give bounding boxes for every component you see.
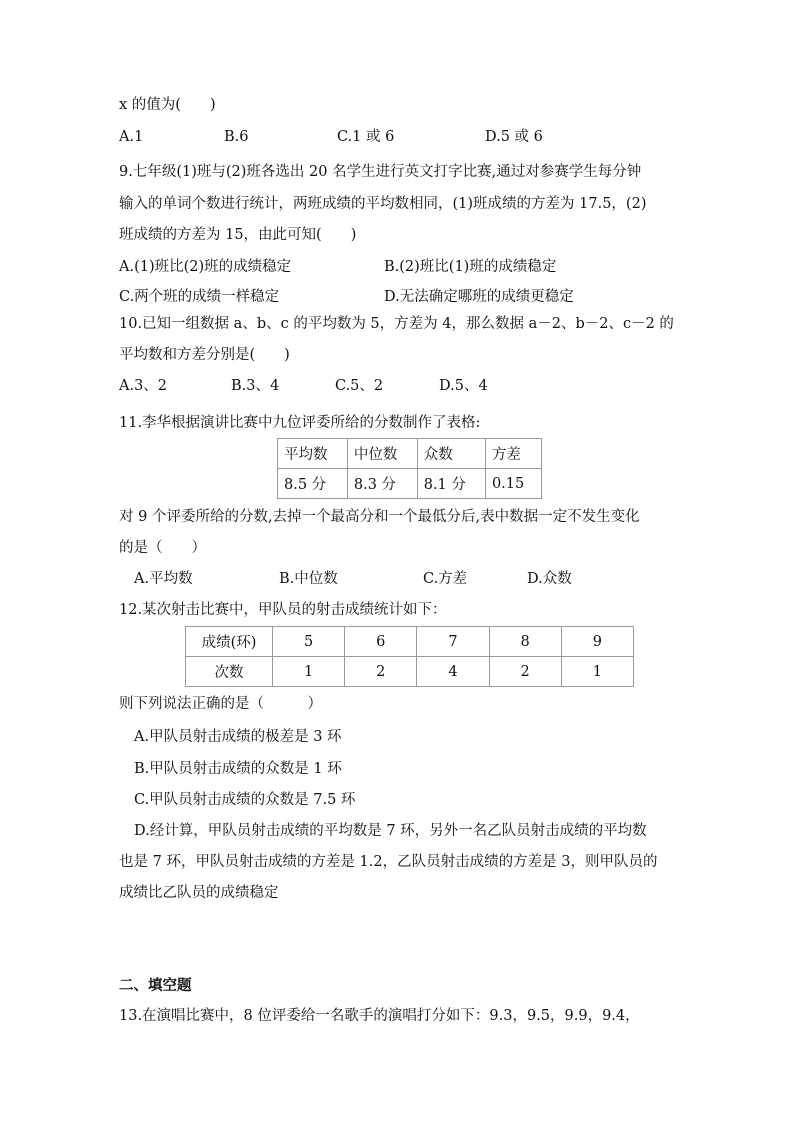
q12-option-d-line-3: 成绩比乙队员的成绩稳定 [119, 885, 279, 901]
q11-stem-line-3: 的是（ ） [119, 540, 206, 556]
table-header-cell: 方差 [485, 439, 541, 469]
q9-stem-line-2: 输入的单词个数进行统计，两班成绩的平均数相同，(1)班成绩的方差为 17.5，(2) [119, 196, 647, 212]
q9-option-c: C.两个班的成绩一样稳定 [119, 289, 280, 305]
q11-option-c: C.方差 [423, 571, 468, 587]
table-cell: 8 [489, 627, 561, 657]
table-cell: 2 [489, 657, 561, 687]
q10-stem-line-1: 10.已知一组数据 a、b、c 的平均数为 5，方差为 4，那么数据 a－2、b－2、c－2 的 [119, 316, 674, 332]
q9-option-d: D.无法确定哪班的成绩更稳定 [384, 289, 574, 305]
q9-option-b: B.(2)班比(1)班的成绩稳定 [384, 259, 557, 275]
table-header-cell: 众数 [417, 439, 485, 469]
q11-stem-line-1: 11.李华根据演讲比赛中九位评委所给的分数制作了表格: [119, 415, 481, 431]
q12-option-d-line-1: D.经计算，甲队员射击成绩的平均数是 7 环，另外一名乙队员射击成绩的平均数 [134, 823, 647, 839]
q11-option-b: B.中位数 [279, 571, 338, 587]
q12-option-d-line-2: 也是 7 环，甲队员射击成绩的方差是 1.2，乙队员射击成绩的方差是 3，则甲队员的 [119, 854, 658, 870]
q13-stem-line-1: 13.在演唱比赛中，8 位评委给一名歌手的演唱打分如下：9.3，9.5，9.9，9.4， [119, 1008, 640, 1024]
table-cell: 7 [417, 627, 489, 657]
q9-stem-line-3: 班成绩的方差为 15，由此可知( ) [119, 227, 357, 243]
q10-option-a: A.3、2 [119, 378, 168, 394]
table-cell: 5 [273, 627, 345, 657]
table-cell: 4 [417, 657, 489, 687]
q10-stem-line-2: 平均数和方差分别是( ) [119, 347, 290, 363]
table-cell: 8.1 分 [417, 469, 485, 499]
q10-option-d: D.5、4 [439, 378, 488, 394]
table-cell: 8.5 分 [278, 469, 348, 499]
q11-option-d: D.众数 [527, 571, 572, 587]
q8-stem-continuation: x 的值为( ) [119, 97, 216, 113]
q8-option-d: D.5 或 6 [485, 129, 543, 145]
q11-stem-line-2: 对 9 个评委所给的分数,去掉一个最高分和一个最低分后,表中数据一定不发生变化 [119, 509, 640, 525]
q9-stem-line-1: 9.七年级(1)班与(2)班各选出 20 名学生进行英文打字比赛,通过对参赛学生每分钟 [119, 164, 642, 180]
table-header-cell: 次数 [186, 657, 273, 687]
table-cell: 0.15 [485, 469, 541, 499]
q12-stem-line-1: 12.某次射击比赛中，甲队员的射击成绩统计如下： [119, 602, 447, 618]
table-cell: 1 [561, 657, 633, 687]
q12-option-c: C.甲队员射击成绩的众数是 7.5 环 [134, 792, 356, 808]
q9-option-a: A.(1)班比(2)班的成绩稳定 [119, 259, 292, 275]
table-cell: 1 [273, 657, 345, 687]
table-header-cell: 成绩(环) [186, 627, 273, 657]
table-cell: 9 [561, 627, 633, 657]
table-cell: 8.3 分 [347, 469, 417, 499]
q12-option-a: A.甲队员射击成绩的极差是 3 环 [134, 729, 342, 745]
table-row [186, 627, 634, 657]
q12-stem-line-2: 则下列说法正确的是（ ） [119, 696, 322, 712]
table-header-cell: 中位数 [347, 439, 417, 469]
table-cell: 2 [345, 657, 417, 687]
table-row [278, 439, 542, 469]
q12-option-b: B.甲队员射击成绩的众数是 1 环 [134, 761, 342, 777]
q8-option-b: B.6 [224, 129, 249, 145]
table-row [186, 657, 634, 687]
table-header-cell: 平均数 [278, 439, 348, 469]
q12-shooting-table [185, 626, 634, 687]
table-cell: 6 [345, 627, 417, 657]
q11-score-table [277, 438, 542, 499]
table-row [278, 469, 542, 499]
q11-option-a: A.平均数 [134, 571, 193, 587]
q10-option-b: B.3、4 [231, 378, 280, 394]
q8-option-c: C.1 或 6 [337, 129, 395, 145]
section-title: 二、填空题 [119, 978, 192, 994]
q10-option-c: C.5、2 [335, 378, 384, 394]
q8-option-a: A.1 [119, 129, 144, 145]
